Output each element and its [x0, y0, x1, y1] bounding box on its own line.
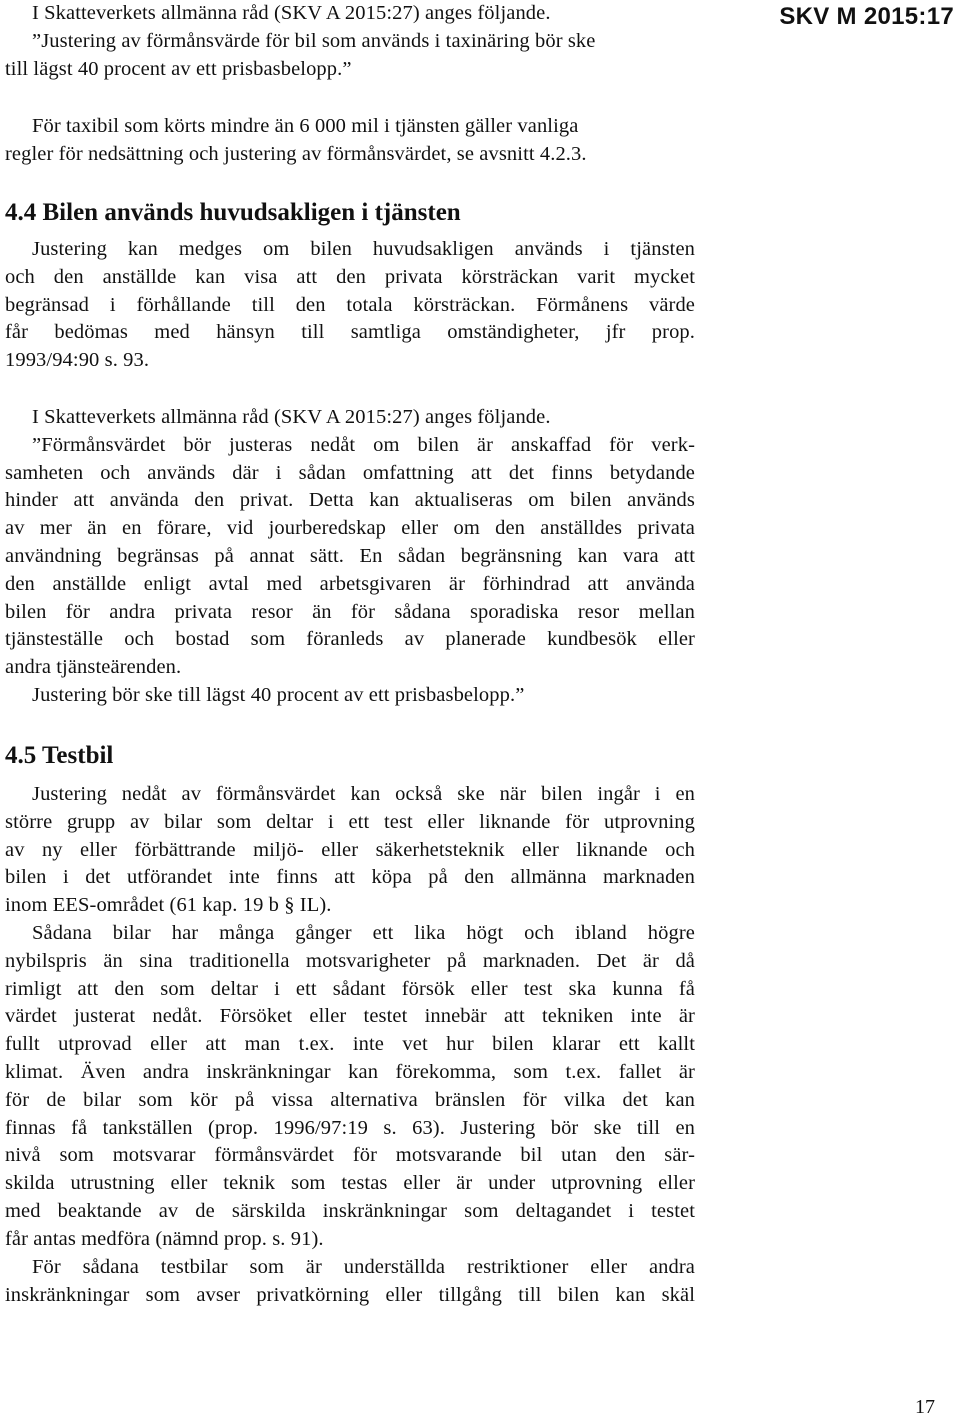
page-number: 17: [915, 1396, 935, 1418]
section-heading-4-4: 4.4 Bilen används huvudsakligen i tjänsten: [5, 199, 461, 226]
paragraph-line: För sådana testbilar som är underställda restriktioner eller andra: [32, 1256, 695, 1278]
quote-last-line: Justering bör ske till lägst 40 procent av ett prisbasbelopp.”: [32, 683, 525, 706]
paragraph-line: regler för nedsättning och justering av förmånsvärdet, se avsnitt 4.2.3.: [5, 142, 587, 165]
quote-line: ”Justering av förmånsvärde för bil som används i taxinäring bör ske: [32, 29, 596, 52]
quote-line: samheten och används där i sådan omfattning att det finns betydande: [5, 461, 695, 484]
quote-line: tjänsteställe och bostad som föranleds av planerade kundbesök eller: [5, 628, 695, 651]
paragraph-line: rimligt att den som deltar i ett sådant försök eller test ska kunna få: [5, 977, 695, 1000]
section-4-5-paragraph-2: [5, 920, 695, 1254]
quote-intro: I Skatteverkets allmänna råd (SKV A 2015:27) anges följande.: [32, 406, 551, 428]
section-4-4-paragraph: [5, 236, 695, 375]
document-code: SKV M 2015:17: [779, 3, 954, 30]
section-heading-4-5: 4.5 Testbil: [5, 742, 114, 769]
paragraph-line: med beaktande av de särskilda inskränkningar som deltagandet i testet: [5, 1199, 695, 1222]
paragraph-line: större grupp av bilar som deltar i ett test eller liknande för utprovning: [5, 810, 695, 833]
paragraph-line: För taxibil som körts mindre än 6 000 mil i tjänsten gäller vanliga: [32, 115, 579, 137]
quote-line: hinder att använda den privat. Detta kan aktualiseras om bilen används: [5, 489, 695, 512]
taxi-paragraph: [5, 113, 695, 169]
quote-intro: I Skatteverkets allmänna råd (SKV A 2015:27) anges följande.: [32, 2, 551, 24]
paragraph-line: inskränkningar som avser privatkörning eller tillgång till bilen kan skäl: [5, 1283, 695, 1306]
section-4-4-quote: [5, 404, 695, 710]
paragraph-line: nivå som motsvarar förmånsvärdet för motsvarande bil utan den sär-: [5, 1144, 695, 1167]
paragraph-line: begränsad i förhållande till den totala körsträckan. Förmånens värde: [5, 293, 695, 316]
paragraph-line: klimat. Även andra inskränkningar kan förekomma, som t.ex. fallet är: [5, 1060, 695, 1083]
paragraph-line: 1993/94:90 s. 93.: [5, 349, 150, 372]
paragraph-line: för de bilar som kör på vissa alternativa bränslen för vilka det kan: [5, 1088, 695, 1111]
paragraph-line: finnas få tankställen (prop. 1996/97:19 s. 63). Justering bör ske till en: [5, 1116, 695, 1139]
paragraph-line: skilda utrustning eller teknik som testas eller är under utprovning eller: [5, 1172, 695, 1195]
paragraph-line: Sådana bilar har många gånger ett lika högt och ibland högre: [32, 922, 695, 944]
paragraph-line: får antas medföra (nämnd prop. s. 91).: [5, 1227, 324, 1250]
section-4-5-paragraph-1: [5, 781, 695, 920]
quote-line: ”Förmånsvärdet bör justeras nedåt om bilen är anskaffad för verk-: [32, 433, 695, 456]
paragraph-line: får bedömas med hänsyn till samtliga omständigheter, jfr prop.: [5, 321, 695, 344]
paragraph-line: bilen i det utförandet inte finns att köpa på den allmänna marknaden: [5, 866, 695, 889]
quote-line: användning begränsas på annat sätt. En sådan begränsning kan vara att: [5, 544, 695, 567]
paragraph-line: Justering nedåt av förmånsvärdet kan också ske när bilen ingår i en: [32, 783, 695, 805]
quote-line: till lägst 40 procent av ett prisbasbelopp.”: [5, 57, 352, 80]
quote-line: andra tjänsteärenden.: [5, 656, 182, 679]
section-4-5-paragraph-3: [5, 1254, 695, 1310]
paragraph-line: Justering kan medges om bilen huvudsakligen används i tjänsten: [32, 238, 695, 260]
paragraph-line: och den anställde kan visa att den privata körsträckan varit mycket: [5, 265, 695, 288]
quote-line: av mer än en förare, vid jourberedskap eller om den anställdes privata: [5, 517, 695, 540]
top-quote: [5, 0, 695, 83]
quote-line: bilen för andra privata resor än för sådana sporadiska resor mellan: [5, 600, 695, 623]
paragraph-line: nybilspris än sina traditionella motsvarigheter på marknaden. Det är då: [5, 949, 695, 972]
paragraph-line: inom EES-området (61 kap. 19 b § IL).: [5, 894, 332, 917]
quote-line: den anställde enligt avtal med arbetsgivaren är förhindrad att använda: [5, 572, 695, 595]
paragraph-line: av ny eller förbättrande miljö- eller säkerhetsteknik eller liknande och: [5, 838, 695, 861]
paragraph-line: värdet justerat nedåt. Försöket eller testet innebär att tekniken inte är: [5, 1005, 695, 1028]
paragraph-line: fullt utprovad eller att man t.ex. inte vet hur bilen klarar ett kallt: [5, 1033, 695, 1056]
